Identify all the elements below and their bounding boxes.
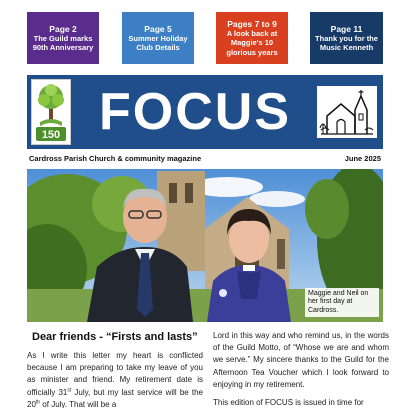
teaser-page-2[interactable] [27, 12, 99, 64]
teaser-pages-7-to-9[interactable] [216, 12, 288, 64]
cover-photo [27, 169, 383, 322]
masthead-subline [27, 154, 383, 166]
article-paragraph: This edition of FOCUS is issued in time for [213, 398, 364, 408]
article-column-left [27, 330, 203, 408]
masthead-title: FOCUS [99, 83, 291, 141]
teaser-page-11[interactable] [310, 12, 383, 64]
photo-caption: Maggie and Neil on her first day at Cardross. [305, 288, 379, 318]
publication-name: Cardross Parish Church & community magazine [29, 154, 202, 163]
teaser-text: Summer Holiday Club Details [128, 33, 188, 52]
teaser-page-5[interactable] [122, 12, 194, 64]
article-column-right [213, 330, 389, 408]
logo-number: 150 [41, 129, 61, 141]
teaser-text: The Guild marks 90th Anniversary [32, 33, 94, 52]
teaser-text: Thank you for the Music Kenneth [315, 33, 378, 52]
article-paragraph: As I write this letter my heart is conflicted because I am preparing to take my leave of you as minister and friend. My retirement date is officially 31st July, but my last service will be the 20th of July. That will be a [27, 351, 203, 408]
issue-date: June 2025 [344, 154, 381, 163]
teaser-strip [27, 10, 383, 66]
article-paragraph: Lord in this way and who remind us, in the words of the Guild Motto, of “Whose we are and whom we serve.” My sincere thanks to the Guild for the Afternoon Tea Voucher which I look forward to enjoying in my retirement. [213, 331, 389, 389]
masthead [27, 75, 383, 149]
teaser-page-label: Page 5 [144, 23, 172, 34]
article-heading: Dear friends - “Firsts and lasts” [32, 331, 198, 343]
teaser-text: A look back at Maggie's 10 glorious years [226, 28, 278, 57]
teaser-page-label: Page 2 [49, 23, 77, 34]
church-drawing-icon [317, 86, 377, 138]
tree-logo-icon [31, 79, 71, 145]
teaser-page-label: Page 11 [330, 23, 363, 34]
teaser-page-label: Pages 7 to 9 [227, 18, 277, 29]
